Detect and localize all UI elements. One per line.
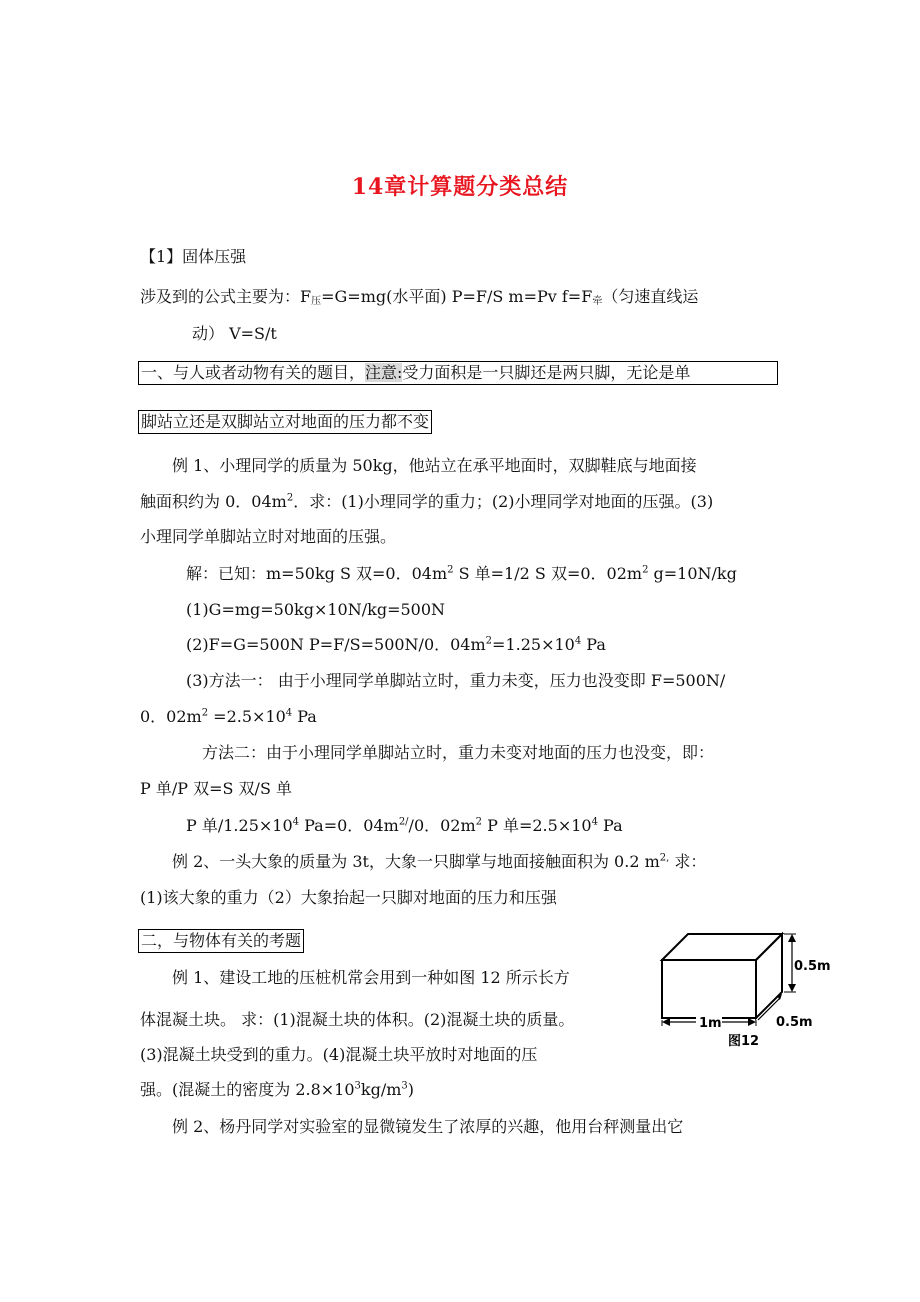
height-label: 0.5m: [794, 959, 831, 974]
ex2-text-a: 例 2、一头大象的质量为 3t，大象一只脚掌与地面接触面积为 0.2 m: [172, 852, 660, 871]
ex1-solution-line3: [186, 634, 606, 656]
sup: 2: [642, 564, 649, 576]
sup: 2: [485, 635, 493, 647]
depth-label: 0.5m: [776, 1015, 813, 1030]
sup: 2: [475, 816, 483, 828]
ex3-question-line2: [140, 1009, 574, 1031]
ex2-text-line2: (1)该大象的重力（2）大象抬起一只脚对地面的压力和压强: [140, 888, 557, 907]
ex3-text2: 体混凝土块。 求：(1)混凝土块的体积。(2)混凝土块的质量。: [140, 1010, 575, 1029]
ex3-question-line1: [172, 967, 570, 989]
formula-text-b: =G=mg(水平面) P=F/S m=Ρv f=F: [321, 287, 593, 306]
part1-box-text-line2: 脚站立还是双脚站立对地面的压力都不变: [141, 412, 430, 431]
ex1-question-text3: 小理同学单脚站立时对地面的压强。: [140, 527, 397, 546]
length-arrow-left: [662, 1018, 670, 1026]
formula-line-2: [192, 323, 277, 345]
ex3-text4c: ): [407, 1080, 415, 1099]
part1-box: [138, 361, 778, 385]
note-highlight: 注意:: [365, 363, 403, 382]
ex4-question-line1: [172, 1116, 683, 1138]
ex1-solution-line1: [186, 563, 737, 585]
ex1-solution-line6: [202, 742, 714, 764]
solution-known-a: 解：已知：m=50kg S 双=0．04m: [186, 564, 448, 583]
sup: 4: [292, 816, 300, 828]
formula-text-a: 涉及到的公式主要为：F: [140, 287, 312, 306]
height-arrow-up: [788, 934, 796, 942]
solution-method2: 方法二：由于小理同学单脚站立时，重力未变对地面的压力也没变，即：: [202, 743, 715, 762]
ex1-question-line3: [140, 526, 396, 548]
solution-calc-a: P 单/1.25×10: [186, 816, 293, 835]
section-heading: [140, 246, 246, 268]
solution-step-3c: Pa: [292, 707, 317, 726]
ex3-text4a: 强。(混凝土的密度为 2.8×10: [140, 1080, 355, 1099]
ex2-question-line2: [140, 887, 557, 909]
ex1-solution-line2: [186, 599, 445, 621]
ex1-question-line1: [172, 455, 697, 477]
ex1-question-text2a: 触面积约为 0．04m: [140, 492, 287, 511]
sup: 4: [591, 816, 598, 828]
part1-box-line2: [138, 410, 432, 434]
formula-subscript-1: 压: [311, 296, 322, 307]
solution-calc-e: Pa: [597, 816, 623, 835]
ex1-solution-line8: [186, 815, 623, 837]
ex1-question-text2b: ．求：(1)小理同学的重力；(2)小理同学对地面的压强。(3): [293, 492, 714, 511]
formula-subscript-2: 牵: [592, 296, 603, 307]
ex1-solution-line4: [186, 670, 725, 692]
sup: 3: [401, 1080, 408, 1092]
part2-box: [138, 929, 304, 953]
ex3-question-line4: [140, 1079, 414, 1101]
solution-step-2a: (2)F=G=500N P=F/S=500N/0．04m: [186, 635, 486, 654]
part2-box-text: 二，与物体有关的考题: [141, 931, 302, 950]
figure-12-block-diagram: [652, 926, 842, 1052]
part1-box-text-b: 受力面积是一只脚还是两只脚，无论是单: [402, 363, 691, 382]
sup: 2: [201, 707, 209, 719]
formula-text-c: （匀速直线运: [602, 287, 699, 306]
ex3-question-line3: [140, 1044, 537, 1066]
solution-step-3a: 0．02m: [140, 707, 202, 726]
solution-known-b: S 单=1/2 S 双=0．02m: [453, 564, 643, 583]
sup: 2,: [659, 852, 670, 864]
formula-line: [140, 286, 698, 308]
sup: 3: [354, 1080, 361, 1092]
solution-ratio: P 单/P 双=S 双/S 单: [140, 779, 292, 798]
block-front-face: [662, 960, 756, 1018]
solution-calc-c: /0．02m: [408, 816, 476, 835]
solution-step-2c: Pa: [581, 635, 606, 654]
part1-box-text-a: 一、与人或者动物有关的题目，: [141, 363, 366, 382]
ex2-question-line1: [172, 851, 706, 873]
solution-calc-d: P 单=2.5×10: [482, 816, 592, 835]
ex2-text-b: 求：: [669, 852, 707, 871]
length-arrow-right: [748, 1018, 756, 1026]
solution-step-3b: =2.5×10: [208, 707, 286, 726]
ex1-sup: 2: [286, 492, 294, 504]
sup: 2: [447, 564, 454, 576]
ex1-question-line2: [140, 491, 713, 513]
height-arrow-down: [788, 984, 796, 992]
section-heading-text: 【1】固体压强: [140, 247, 247, 266]
ex1-question-text1: 例 1、小理同学的质量为 50kg，他站立在承平地面时，双脚鞋底与地面接: [172, 456, 697, 475]
sup: 2/: [398, 816, 409, 828]
length-label: 1m: [699, 1016, 722, 1031]
solution-step-2b: =1.25×10: [492, 635, 575, 654]
ex3-text4b: kg/m: [360, 1080, 402, 1099]
ex1-solution-line5: [140, 706, 317, 728]
solution-calc-b: Pa=0．04m: [299, 816, 399, 835]
sup: 4: [574, 635, 582, 647]
ex3-text1: 例 1、建设工地的压桩机常会用到一种如图 12 所示长方: [172, 968, 570, 987]
solution-step-1: (1)G=mg=50kg×10N/kg=500N: [186, 600, 446, 619]
block-side-face: [756, 934, 782, 1018]
page-title: 14章计算题分类总结: [351, 174, 569, 200]
ex1-solution-line7: [140, 778, 292, 800]
figure-caption: 图12: [728, 1034, 760, 1049]
ex4-text1: 例 2、杨丹同学对实验室的显微镜发生了浓厚的兴趣，他用台秤测量出它: [172, 1117, 684, 1136]
ex3-text3: (3)混凝土块受到的重力。(4)混凝土块平放时对地面的压: [140, 1045, 538, 1064]
solution-step-3: (3)方法一： 由于小理同学单脚站立时，重力未变，压力也没变即 F=500N/: [186, 671, 726, 690]
solution-known-c: g=10N/kg: [648, 564, 737, 583]
formula-text-line2: 动） V=S/t: [192, 324, 277, 343]
sup: 4: [285, 707, 293, 719]
block-top-face: [662, 934, 782, 960]
